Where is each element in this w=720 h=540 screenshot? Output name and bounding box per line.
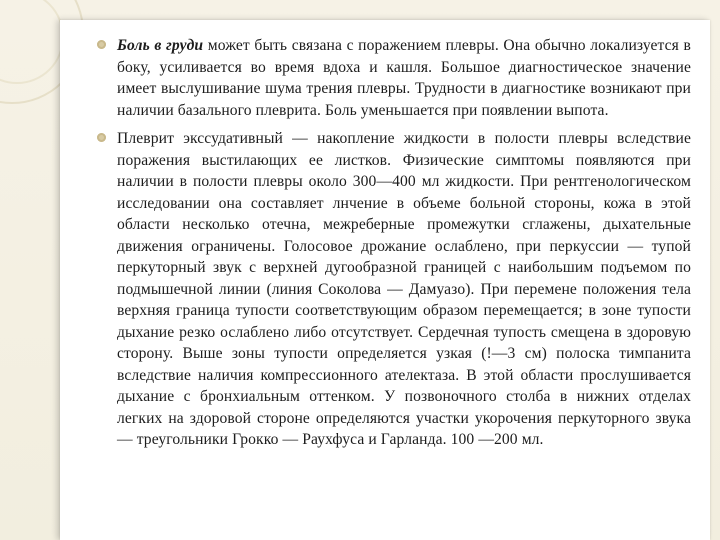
paragraph-text: может быть связана с поражением плевры. Она обычно локализуется в боку, усиливается во время вдоха и кашля. Большое диагностическое значение имеет выслушивание шума трения плевры. Трудности в диагностике возникают при наличии базального плеврита. Боль уменьшается при появлении выпота. xyxy=(117,37,691,119)
bullet-icon xyxy=(97,40,106,49)
document-body xyxy=(97,35,691,458)
paragraph xyxy=(117,35,691,121)
paragraph-lead: Боль в груди xyxy=(117,37,204,54)
list-item xyxy=(97,128,691,451)
paragraph xyxy=(117,128,691,451)
list-item xyxy=(97,35,691,121)
bullet-icon xyxy=(97,133,106,142)
document-page xyxy=(60,20,710,540)
paragraph-text: Плеврит экссудативный — накопление жидкости в полости плевры вследствие поражения выстилающих ее листков. Физические симптомы появляются при наличии в полости плевры около 300—400 мл жидкости. При рентгенологическом исследовании она составляет лнчение в объеме больной стороны, кожа в этой области несколько отечна, межреберные промежутки сглажены, дыхательные движения ограничены. Голосовое дрожание ослаблено, при перкуссии — тупой перкуторный звук с верхней дугообразной границей с наибольшим подъемом по подмышечной линии (линия Соколова — Дамуазо). При перемене положения тела верхняя граница тупости соответствующим образом перемещается; в зоне тупости дыхание резко ослаблено либо отсутствует. Сердечная тупость смещена в здоровую сторону. Выше зоны тупости определяется узкая (!—3 см) полоска тимпанита вследствие наличия компрессионного ателектаза. В этой области прослушивается дыхание с бронхиальным оттенком. У позвоночного столба в нижних отделах легких на здоровой стороне определяются участки укорочения перкуторного звука — треугольники Грокко — Раухфуса и Гарланда. 100 —200 мл. xyxy=(117,130,691,448)
